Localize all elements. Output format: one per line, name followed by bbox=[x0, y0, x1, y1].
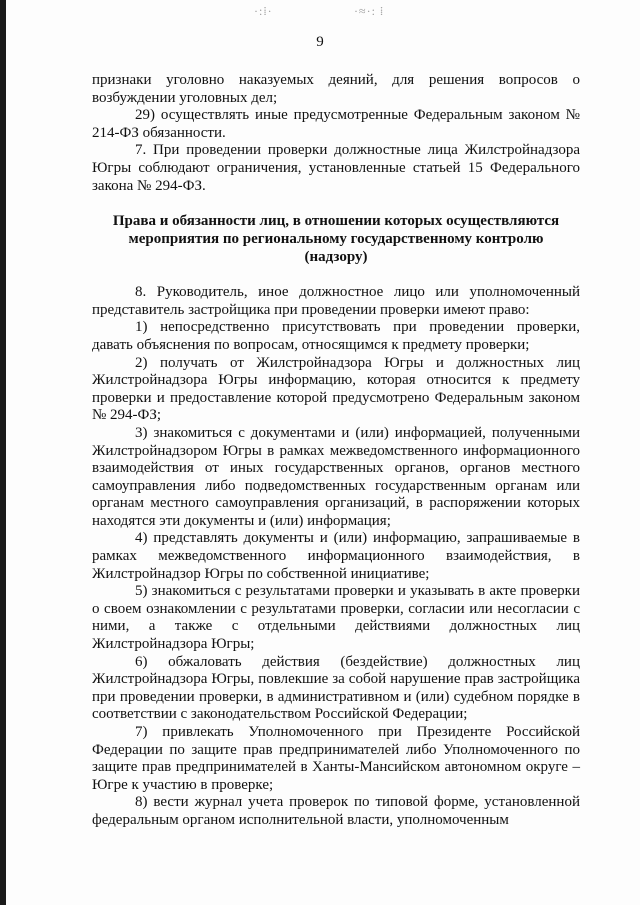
list-item: 5) знакомиться с результатами проверки и указывать в акте проверки о своем ознакомлении с результатами проверки, согласии или несогласии с ними, а также с отдельными действиями должностных лиц Жилстройнадзора Югры; bbox=[92, 583, 580, 653]
page-number: 9 bbox=[316, 34, 324, 50]
section-heading: Права и обязанности лиц, в отношении которых осуществляются мероприятия по региональному государственному контролю (надзору) bbox=[112, 213, 560, 266]
paragraph: признаки уголовно наказуемых деяний, для решения вопросов о возбуждении уголовных дел; bbox=[92, 72, 580, 106]
paragraph: 8. Руководитель, иное должностное лицо или уполномоченный представитель застройщика при проведении проверки имеют право: bbox=[92, 284, 580, 318]
list-item: 6) обжаловать действия (бездействие) должностных лиц Жилстройнадзора Югры, повлекшие за собой нарушение прав застройщика при проведении проверки, в административном и (или) судебном порядке в соответствии с законодательством Российской Федерации; bbox=[92, 653, 580, 723]
document-body bbox=[92, 72, 580, 830]
paragraph: 7. При проведении проверки должностные лица Жилстройнадзора Югры соблюдают ограничения, установленные статьей 15 Федерального закона № 294-ФЗ. bbox=[92, 142, 580, 194]
scan-edge-shadow bbox=[0, 0, 6, 905]
list-item: 2) получать от Жилстройнадзора Югры и должностных лиц Жилстройнадзора Югры информацию, которая относится к предмету проверки и предоставление которой предусмотрено Федеральным законом № 294-ФЗ; bbox=[92, 354, 580, 424]
list-item: 3) знакомиться с документами и (или) информацией, полученными Жилстройнадзором Югры в рамках межведомственного информационного взаимодействия от иных государственных органов, органов местного самоуправления либо подведомственных государственным органам или органам местного самоуправления организаций, в распоряжении которых находятся эти документы и (или) информация; bbox=[92, 424, 580, 529]
list-item: 1) непосредственно присутствовать при проведении проверки, давать объяснения по вопросам, относящимся к предмету проверки; bbox=[92, 319, 580, 353]
list-item: 8) вести журнал учета проверок по типовой форме, установленной федеральным органом исполнительной власти, уполномоченным bbox=[92, 794, 580, 828]
list-item: 4) представлять документы и (или) информацию, запрашиваемые в рамках межведомственного информационного взаимодействия, в Жилстройнадзор Югры по собственной инициативе; bbox=[92, 530, 580, 582]
scan-artifact-mark: ·:⁞· bbox=[254, 4, 273, 18]
scan-artifact-mark: ·≈·: ⁞ bbox=[354, 4, 385, 18]
paragraph: 29) осуществлять иные предусмотренные Федеральным законом № 214-ФЗ обязанности. bbox=[92, 107, 580, 141]
list-item: 7) привлекать Уполномоченного при Президенте Российской Федерации по защите прав предпринимателей либо Уполномоченного по защите прав предпринимателей в Ханты-Мансийском автономном округе – Югре к участию в проверке; bbox=[92, 724, 580, 793]
